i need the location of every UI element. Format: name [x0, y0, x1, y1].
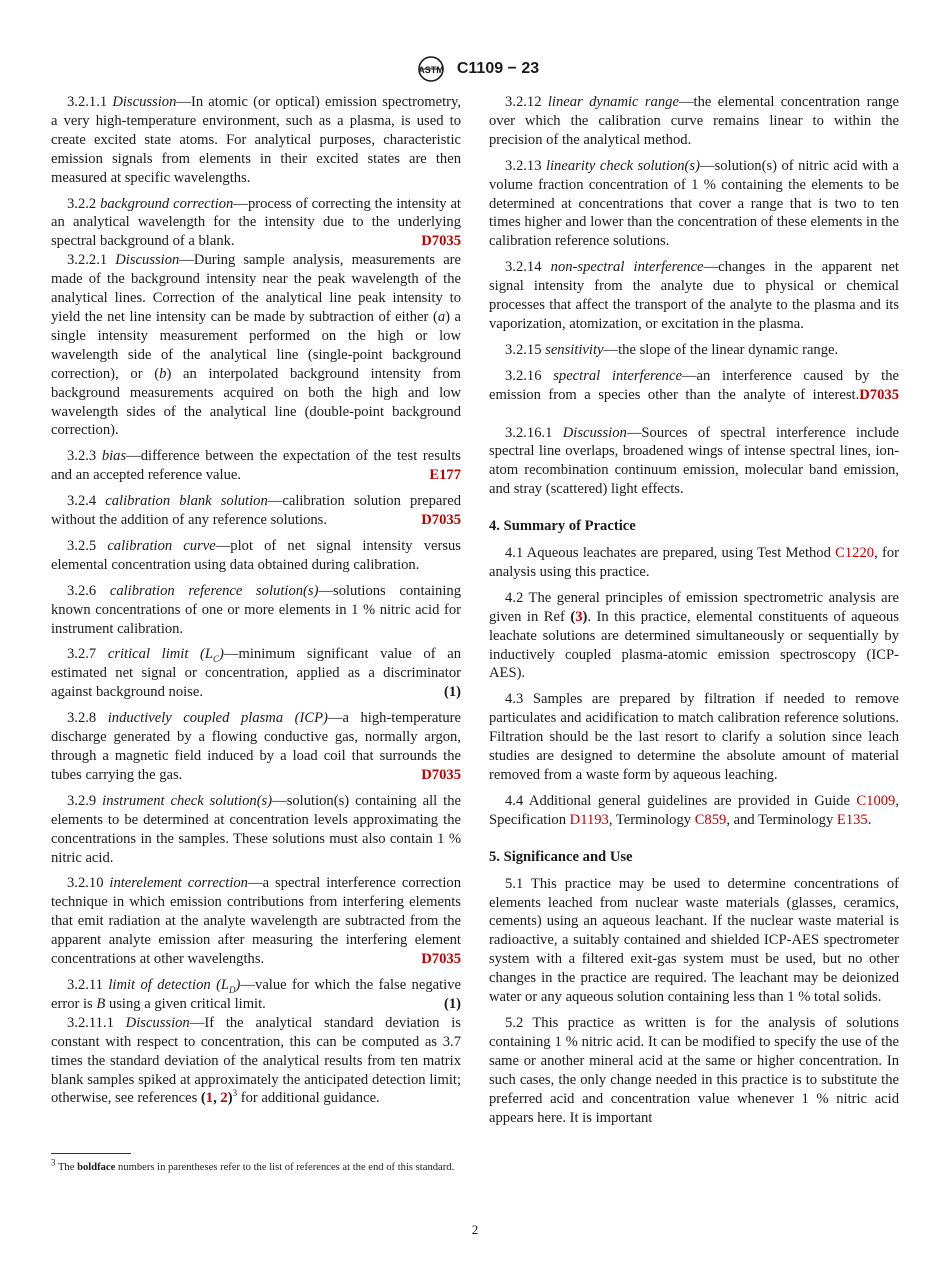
definition-background-correction: 3.2.2 background correction—process of correcting the intensity at an analytical wavelength for the intensity due to the underlying spectral background of a blank. D7035: [51, 195, 461, 250]
document-id: C1109 − 23: [456, 60, 540, 77]
reference-link-c1220[interactable]: C1220: [835, 545, 875, 562]
equation-reference: (1): [443, 684, 461, 701]
reference-link-d7035[interactable]: D7035: [421, 766, 461, 783]
citation-link-3[interactable]: 3: [575, 608, 583, 625]
reference-link-c1009[interactable]: C1009: [856, 792, 896, 809]
paragraph-4-2: 4.2 The general principles of emission spectrometric analysis are given in Ref (3). In this practice, elemental constituents of aqueous leachate solutions are determined simultaneously or sequentially by inductively coupled plasma-atomic emission spectroscopy (ICP-AES).: [489, 589, 899, 682]
definition-sensitivity: 3.2.15 sensitivity—the slope of the linear dynamic range.: [505, 341, 839, 358]
reference-link-d1193[interactable]: D1193: [569, 811, 609, 828]
section-heading-summary: 4. Summary of Practice: [489, 518, 636, 535]
reference-link-d7035[interactable]: D7035: [859, 386, 899, 403]
paragraph-5-2: 5.2 This practice as written is for the analysis of solutions containing 1 % nitric acid. It can be modified to specify the use of the same or another mineral acid at the same or higher concentration. In such cases, the only change needed in this practice is to substitute the preferred acid and concentration value whenever 1 % nitric acid appears here. It is important: [489, 1014, 899, 1126]
definition-instrument-check: 3.2.9 instrument check solution(s)—solution(s) containing all the elements to be determined at concentration levels approximating the concentrations in the samples. These solutions must also contain 1 % nitric acid.: [51, 792, 461, 866]
definition-linear-dynamic-range: 3.2.12 linear dynamic range—the elemental concentration range over which the calibration curve remains linear to within the precision of the analytical method.: [489, 94, 899, 148]
reference-link-d7035[interactable]: D7035: [421, 512, 461, 529]
definition-linearity-check: 3.2.13 linearity check solution(s)—solution(s) of nitric acid with a volume fraction concentration of 1 % containing the elements to be determined at concentrations that cover a range that is two to ten times higher and lower than the concentration of these elements in the calibration reference solutions.: [489, 157, 899, 250]
definition-3-2-2-1: 3.2.2.1 Discussion—During sample analysis, measurements are made of the background intensity near the peak wavelength of the analytical lines. Correction of the analytical line peak intensity to yield the net line intensity can be made by subtraction of either (a) a single intensity measurement performed on the high or low wavelength side of the analytical line (single-point background correction), or (b) an interpolated background intensity from background measurements acquired on both the high and low wavelength sides of the analytical line (double-point background correction).: [51, 252, 462, 439]
left-column: [51, 93, 461, 1115]
page-number: 2: [471, 1222, 479, 1237]
reference-link-e177[interactable]: E177: [429, 467, 461, 484]
paragraph-5-1: 5.1 This practice may be used to determine concentrations of elements leached from nuclear waste materials (glasses, ceramics, cements) using an aqueous leachant. If the nuclear waste material is radioactive, a suitably contained and shielded ICP-AES spectrometer system with a filtered exit-gas system must be used, but no other changes in the practice are required. The leachant may be deionized water or any aqueous solution containing less than 1 % total solids.: [489, 875, 899, 1006]
definition-spectral-interference: 3.2.16 spectral interference—an interference caused by the emission from a species other than the analyte of interest. D7035: [489, 367, 899, 403]
paragraph-4-4: 4.4 Additional general guidelines are provided in Guide C1009, Specification D1193, Terminology C859, and Terminology E135.: [489, 792, 899, 828]
section-heading-significance: 5. Significance and Use: [489, 848, 633, 865]
definition-icp: 3.2.8 inductively coupled plasma (ICP)—a high-temperature discharge generated by a flowing conductive gas, normally argon, through a magnetic field induced by a load coil that surrounds the tubes carrying the gas. D7035: [51, 710, 461, 783]
definition-3-2-1-1: 3.2.1.1 Discussion—In atomic (or optical) emission spectrometry, a very high-temperature environment, such as a plasma, is used to create excited state atoms. For analytical purposes, characteristic emission signals from elements in their excited states are then measured at specific wavelengths.: [51, 94, 461, 186]
definition-limit-of-detection: 3.2.11 limit of detection $(L_D)—value$ for which the false negative error is B using a given critical limit. (1): [51, 976, 461, 1012]
astm-logo-icon: [411, 56, 451, 82]
reference-link-d7035[interactable]: D7035: [421, 951, 461, 968]
equation-reference: (1): [443, 995, 461, 1012]
definition-calibration-curve: 3.2.5 calibration curve—plot of net signal intensity versus elemental concentration using data obtained during calibration.: [51, 537, 461, 573]
citation-link-1[interactable]: 1: [205, 1090, 214, 1107]
right-column: [489, 93, 899, 1134]
paragraph-4-3: 4.3 Samples are prepared by filtration if needed to remove particulates and acidification to match calibration reference solutions. Filtration should be the last resort to clarify a solution since leach studies are designed to determine the absolute amount of material removed from a waste form by aqueous leaching.: [489, 691, 899, 783]
definition-non-spectral-interference: 3.2.14 non-spectral interference—changes in the apparent net signal intensity from the analyte due to physical or chemical processes that affect the transport of the analyte to the plasma and its vaporization, atomization, or excitation in the plasma.: [489, 259, 899, 332]
definition-interelement-correction: 3.2.10 interelement correction—a spectral interference correction technique in which emission contributions from interfering elements that emit radiation at the analyte wavelength are subtracted from the apparent analyte emission after measuring the interfering element concentrations at other wavelengths. D7035: [51, 875, 462, 968]
logo-label: ASTM: [418, 65, 444, 75]
definition-3-2-16-1: 3.2.16.1 Discussion—Sources of spectral interference include spectral line overlaps, broadened wings of intense spectral lines, ion-atom recombination continuum emission, molecular band emission, and stray (scattered) light effects.: [489, 424, 899, 498]
footnote-marker[interactable]: 3: [232, 1088, 238, 1099]
reference-link-d7035[interactable]: D7035: [421, 233, 461, 250]
paragraph-4-1: 4.1 Aqueous leachates are prepared, using Test Method C1220, for analysis using this practice.: [489, 545, 899, 580]
page-header: [0, 56, 950, 82]
footnote: $^3$ The boldface numbers in parentheses refer to the list of references at the end of this standard.: [51, 1157, 455, 1173]
reference-link-c859[interactable]: C859: [694, 811, 727, 828]
definition-calibration-blank: 3.2.4 calibration blank solution—calibration solution prepared without the addition of any reference solutions. D7035: [51, 493, 461, 529]
definition-calibration-reference: 3.2.6 calibration reference solution(s)—solutions containing known concentrations of one or more elements in 1 % nitric acid for instrument calibration.: [51, 582, 461, 637]
definition-3-2-11-1: 3.2.11.1 Discussion—If the analytical standard deviation is constant with respect to concentration, this can be computed as 3.7 times the standard deviation of the analytical results from ten matrix blank samples spiked at approximately the anticipated detection limit; otherwise, see references (1, 2)$^3$ for additional guidance.: [51, 1014, 461, 1107]
citation-link-2[interactable]: 2: [220, 1090, 228, 1107]
reference-link-e135[interactable]: E135: [836, 811, 868, 828]
footnote-divider: [51, 1153, 131, 1154]
definition-bias: 3.2.3 bias—difference between the expectation of the test results and an accepted reference value. E177: [51, 448, 461, 484]
definition-critical-limit: 3.2.7 critical limit $(L_C)—minimum$ significant value of an estimated net signal or concentration, applied as a discriminator against background noise. (1): [51, 646, 461, 701]
